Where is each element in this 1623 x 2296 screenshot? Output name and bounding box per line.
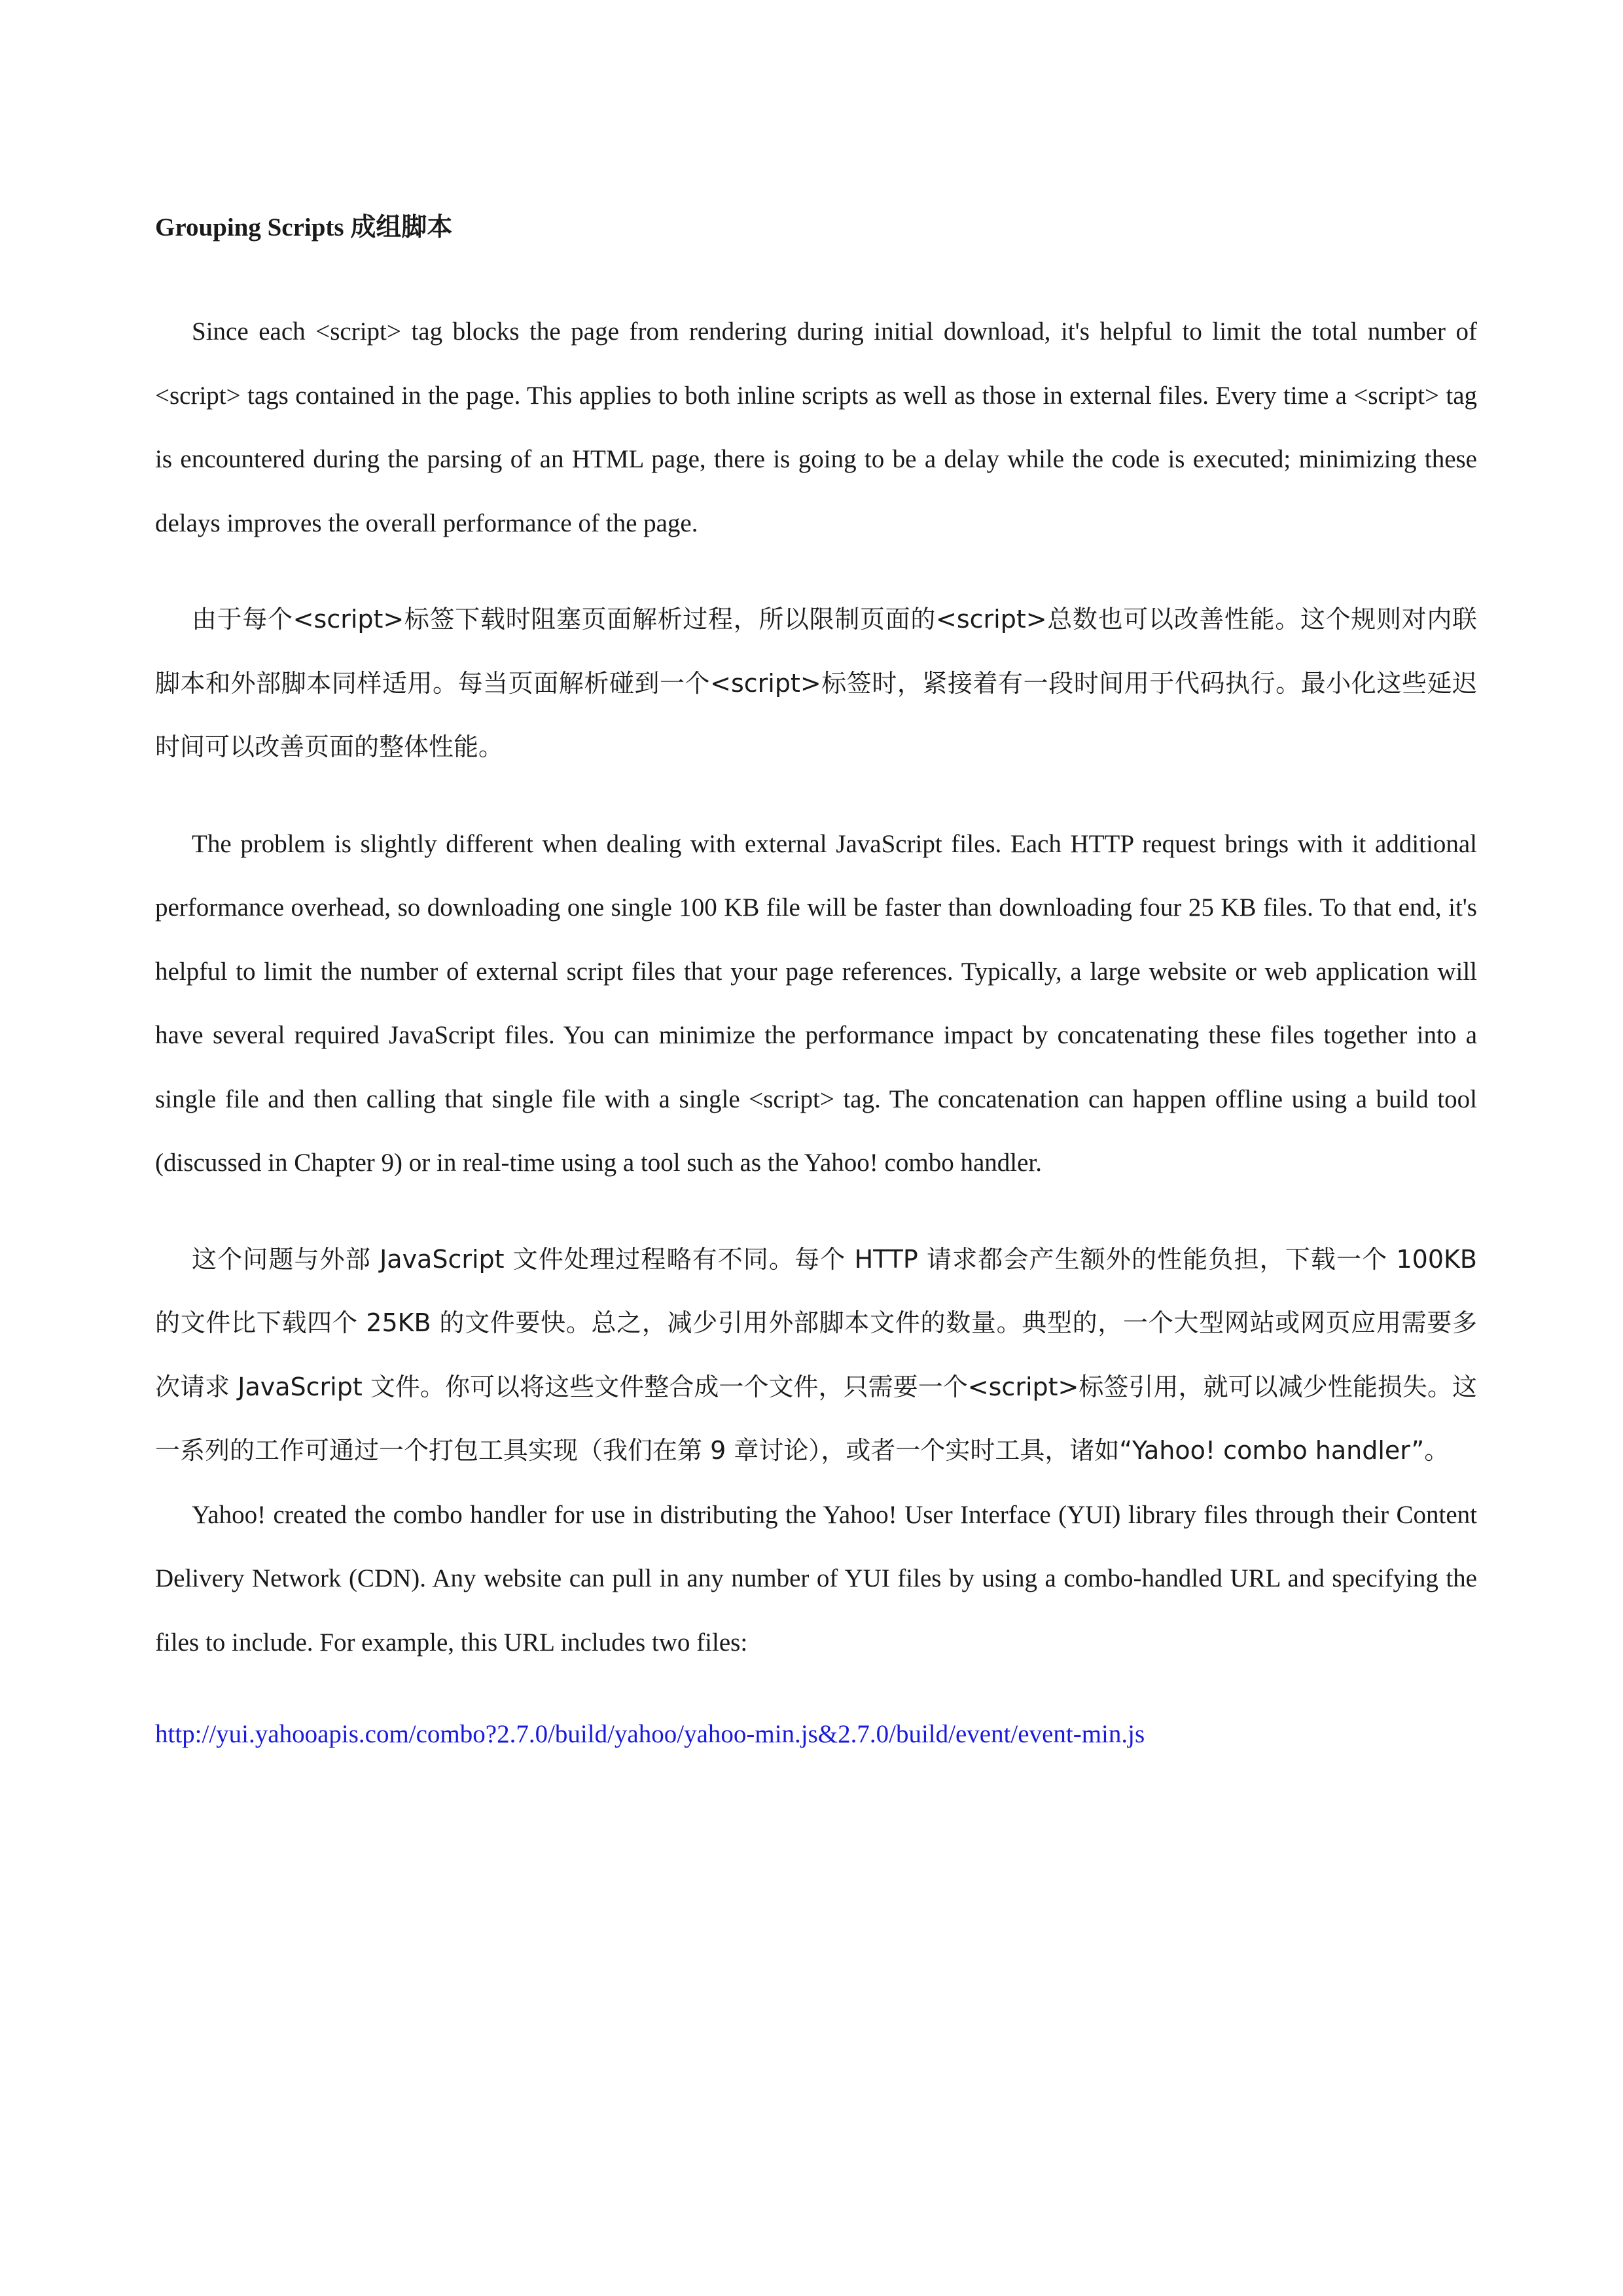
paragraph-en-1: Since each <script> tag blocks the page from rendering during initial download, it's helpful to limit the total number of <script> tags contained in the page. This applies to both inline scripts as well as those in external files. Every time a <script> tag is encountered during the parsing of an HTML page, there is going to be a delay while the code is executed; minimizing these delays improves the overall performance of the page. [155, 317, 1477, 537]
paragraph-en-3: Yahoo! created the combo handler for use in distributing the Yahoo! User Interface (YUI) library files through their Content Delivery Network (CDN). Any website can pull in any number of YUI files by using a combo-handled URL and specifying the files to include. For example, this URL includes two files: [155, 1500, 1477, 1657]
combo-url-link[interactable]: http://yui.yahooapis.com/combo?2.7.0/build/yahoo/yahoo-min.js&2.7.0/build/event/event-min.js [155, 1720, 1145, 1748]
section-heading: Grouping Scripts 成组脚本 [155, 213, 453, 242]
document-content [155, 208, 1477, 1754]
paragraph-spacer [155, 780, 1477, 812]
paragraph-zh-1: 由于每个<script>标签下载时阻塞页面解析过程，所以限制页面的<script>总数也可以改善性能。这个规则对内联脚本和外部脚本同样适用。每当页面解析碰到一个<script>标签时，紧接着有一段时间用于代码执行。最小化这些延迟时间可以改善页面的整体性能。 [155, 605, 1477, 761]
paragraph-zh-2: 这个问题与外部 JavaScript 文件处理过程略有不同。每个 HTTP 请求都会产生额外的性能负担，下载一个 100KB 的文件比下载四个 25KB 的文件要快。总之，减少引用外部脚本文件的数量。典型的，一个大型网站或网页应用需要多次请求 JavaScript 文件。你可以将这些文件整合成一个文件，只需要一个<script>标签引用，就可以减少性能损失。这一系列的工作可通过一个打包工具实现（我们在第 9 章讨论），或者一个实时工具，诸如“Yahoo! combo handler”。 [155, 1244, 1477, 1465]
paragraph-spacer [155, 1195, 1477, 1228]
paragraph-en-2: The problem is slightly different when dealing with external JavaScript files. Each HTTP request brings with it additional performance overhead, so downloading one single 100 KB file will be faster than downloading four 25 KB files. To that end, it's helpful to limit the number of external script files that your page references. Typically, a large website or web application will have several required JavaScript files. You can minimize the performance impact by concatenating these files together into a single file and then calling that single file with a single <script> tag. The concatenation can happen offline using a build tool (discussed in Chapter 9) or in real-time using a tool such as the Yahoo! combo handler. [155, 829, 1477, 1177]
paragraph-spacer [155, 555, 1477, 588]
